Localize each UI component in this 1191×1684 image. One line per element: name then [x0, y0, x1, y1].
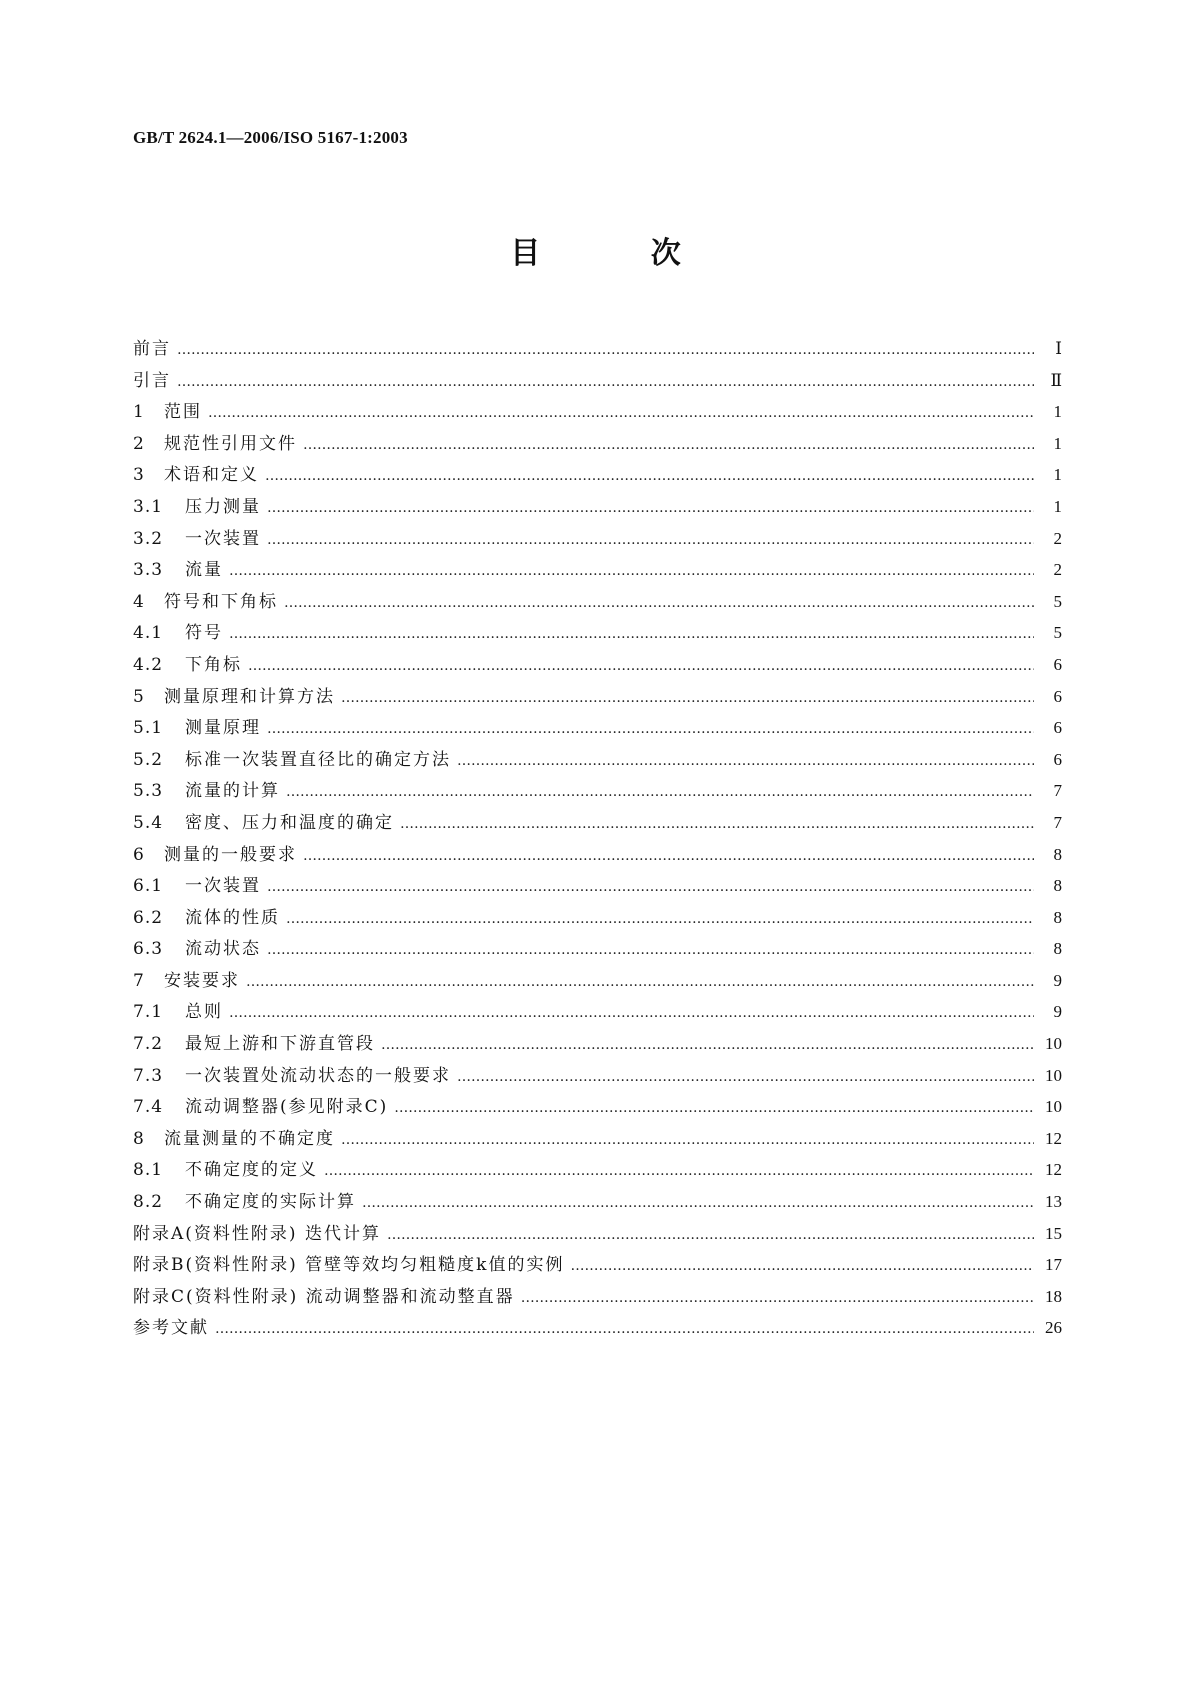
toc-entry-page: 8 [1053, 939, 1062, 959]
toc-dot-leader [229, 556, 1034, 588]
toc-entry[interactable] [133, 1154, 1062, 1186]
toc-entry-label: 附录A(资料性附录) 迭代计算 [133, 1223, 381, 1244]
toc-entry-number: 8.2 [133, 1192, 164, 1213]
toc-dot-leader [400, 809, 1034, 841]
toc-entry-number: 7.3 [133, 1065, 164, 1086]
toc-entry-number: 3.2 [133, 528, 164, 549]
toc-dot-leader [267, 872, 1034, 904]
toc-dot-leader [286, 904, 1034, 936]
toc-entry-page: 9 [1053, 970, 1062, 990]
toc-entry-number: 5 [133, 686, 145, 707]
toc-entry[interactable] [133, 1091, 1062, 1123]
toc-entry-number: 3 [133, 465, 145, 486]
toc-dot-leader [303, 430, 1034, 462]
toc-entry-page: 26 [1045, 1318, 1062, 1338]
toc-entry[interactable] [133, 1060, 1062, 1092]
toc-entry[interactable] [133, 870, 1062, 902]
toc-title: 目 次 [510, 236, 731, 271]
toc-dot-leader [457, 1062, 1034, 1094]
toc-entry-number: 4.2 [133, 654, 164, 675]
toc-dot-leader [303, 841, 1034, 873]
toc-entry-number: 6.1 [133, 876, 164, 897]
toc-list [133, 333, 1062, 1344]
toc-dot-leader [284, 588, 1034, 620]
toc-entry-number: 3.3 [133, 560, 164, 581]
toc-entry-page: 12 [1045, 1160, 1062, 1180]
toc-entry-page: 10 [1045, 1097, 1062, 1117]
toc-entry-label: 不确定度的定义 [185, 1160, 318, 1181]
toc-dot-leader [341, 683, 1034, 715]
toc-dot-leader [362, 1188, 1034, 1220]
toc-dot-leader [267, 493, 1034, 525]
toc-dot-leader [324, 1156, 1034, 1188]
toc-entry-label: 测量原理 [185, 718, 261, 739]
toc-entry-label: 压力测量 [185, 496, 261, 517]
toc-entry-label: 符号 [185, 623, 223, 644]
toc-entry-label: 一次装置处流动状态的一般要求 [185, 1065, 451, 1086]
toc-dot-leader [521, 1283, 1034, 1315]
toc-entry-number: 2 [133, 433, 145, 454]
toc-entry-label: 流体的性质 [185, 907, 280, 928]
toc-entry-label: 一次装置 [185, 528, 261, 549]
toc-entry-label: 最短上游和下游直管段 [185, 1034, 375, 1055]
toc-entry[interactable] [133, 965, 1062, 997]
toc-entry-number: 7 [133, 970, 145, 991]
toc-entry-label: 参考文献 [133, 1318, 209, 1339]
toc-entry-page: 10 [1045, 1034, 1062, 1054]
toc-dot-leader [246, 967, 1034, 999]
toc-dot-leader [267, 525, 1034, 557]
toc-entry-page: 7 [1053, 812, 1062, 832]
toc-entry-label: 流量 [185, 560, 223, 581]
toc-entry-number: 6.3 [133, 939, 164, 960]
toc-entry-number: 6.2 [133, 907, 164, 928]
toc-entry-number: 5.1 [133, 718, 164, 739]
toc-dot-leader [215, 1314, 1034, 1346]
toc-entry-label: 测量的一般要求 [164, 844, 297, 865]
toc-entry-page: 6 [1053, 749, 1062, 769]
toc-entry[interactable] [133, 617, 1062, 649]
toc-entry-number: 4 [133, 591, 145, 612]
toc-entry-label: 前言 [133, 339, 171, 359]
toc-entry-page: 8 [1053, 876, 1062, 896]
toc-entry-page: 5 [1053, 623, 1062, 643]
toc-entry[interactable] [133, 396, 1062, 428]
toc-entry-label: 一次装置 [185, 876, 261, 897]
toc-entry[interactable] [133, 775, 1062, 807]
toc-entry[interactable] [133, 744, 1062, 776]
toc-dot-leader [286, 777, 1034, 809]
toc-entry-page: 6 [1053, 686, 1062, 706]
toc-entry[interactable] [133, 1123, 1062, 1155]
toc-dot-leader [267, 714, 1034, 746]
toc-entry[interactable] [133, 649, 1062, 681]
toc-entry[interactable] [133, 996, 1062, 1028]
toc-entry[interactable] [133, 807, 1062, 839]
toc-entry[interactable] [133, 491, 1062, 523]
toc-entry-number: 3.1 [133, 496, 164, 517]
toc-entry[interactable] [133, 839, 1062, 871]
toc-dot-leader [177, 335, 1034, 367]
toc-dot-leader [381, 1030, 1034, 1062]
toc-entry-label: 密度、压力和温度的确定 [185, 812, 394, 833]
toc-entry-page: 18 [1045, 1286, 1062, 1306]
toc-entry-page: 1 [1053, 496, 1062, 516]
toc-entry[interactable] [133, 523, 1062, 555]
toc-entry-label: 下角标 [185, 654, 242, 675]
toc-entry[interactable] [133, 554, 1062, 586]
toc-dot-leader [457, 746, 1034, 778]
toc-entry[interactable] [133, 1028, 1062, 1060]
toc-entry-number: 5.4 [133, 812, 164, 833]
toc-entry-page: 7 [1053, 781, 1062, 801]
toc-entry-number: 4.1 [133, 623, 164, 644]
toc-entry-label: 引言 [133, 370, 171, 391]
toc-entry-page: 8 [1053, 907, 1062, 927]
toc-entry-label: 安装要求 [164, 970, 240, 991]
toc-dot-leader [229, 619, 1034, 651]
toc-entry-page: 1 [1053, 402, 1062, 422]
toc-entry-number: 8.1 [133, 1160, 164, 1181]
toc-entry-page: 2 [1053, 528, 1062, 548]
toc-entry-page: 10 [1045, 1065, 1062, 1085]
toc-entry-label: 流量测量的不确定度 [164, 1128, 335, 1149]
toc-entry[interactable] [133, 586, 1062, 618]
toc-entry-page: 1 [1053, 465, 1062, 485]
toc-entry-page: 2 [1053, 560, 1062, 580]
toc-entry[interactable] [133, 428, 1062, 460]
toc-entry-page: 12 [1045, 1128, 1062, 1148]
toc-entry[interactable] [133, 681, 1062, 713]
toc-entry[interactable] [133, 1312, 1062, 1344]
toc-entry[interactable] [133, 902, 1062, 934]
toc-entry[interactable] [133, 1186, 1062, 1218]
toc-entry-label: 不确定度的实际计算 [185, 1192, 356, 1213]
toc-entry-label: 附录B(资料性附录) 管壁等效均匀粗糙度k值的实例 [133, 1255, 565, 1276]
toc-entry-number: 8 [133, 1128, 145, 1149]
toc-entry-number: 1 [133, 402, 145, 423]
toc-dot-leader [265, 461, 1034, 493]
toc-entry-page: 5 [1053, 591, 1062, 611]
toc-entry-label: 术语和定义 [164, 465, 259, 486]
toc-entry-page: 8 [1053, 844, 1062, 864]
toc-entry-number: 7.4 [133, 1097, 164, 1118]
toc-dot-leader [341, 1125, 1034, 1157]
toc-entry[interactable] [133, 1218, 1062, 1250]
toc-entry-number: 5.3 [133, 781, 164, 802]
toc-entry[interactable] [133, 712, 1062, 744]
toc-entry-label: 附录C(资料性附录) 流动调整器和流动整直器 [133, 1286, 515, 1307]
toc-dot-leader [229, 998, 1034, 1030]
toc-entry-page: 6 [1053, 654, 1062, 674]
toc-dot-leader [394, 1093, 1034, 1125]
toc-entry-number: 6 [133, 844, 145, 865]
toc-entry-page: 15 [1045, 1223, 1062, 1243]
toc-entry-label: 标准一次装置直径比的确定方法 [185, 749, 451, 770]
toc-entry[interactable] [133, 1249, 1062, 1281]
toc-entry-page: 17 [1045, 1255, 1062, 1275]
toc-entry-number: 5.2 [133, 749, 164, 770]
toc-entry-label: 流动调整器(参见附录C) [185, 1097, 389, 1118]
toc-entry-page: 9 [1053, 1002, 1062, 1022]
toc-entry-page: 6 [1053, 718, 1062, 738]
toc-entry[interactable] [133, 459, 1062, 491]
standard-code-header: GB/T 2624.1—2006/ISO 5167-1:2003 [133, 128, 408, 147]
toc-entry-label: 测量原理和计算方法 [164, 686, 335, 707]
toc-entry-label: 符号和下角标 [164, 591, 278, 612]
toc-entry-page: Ⅱ [1050, 370, 1062, 390]
toc-dot-leader [248, 651, 1034, 683]
toc-dot-leader [387, 1220, 1034, 1252]
toc-entry[interactable] [133, 333, 1062, 365]
toc-entry-number: 7.2 [133, 1034, 164, 1055]
toc-entry-label: 规范性引用文件 [164, 433, 297, 454]
toc-entry-label: 流动状态 [185, 939, 261, 960]
toc-entry-page: 1 [1053, 433, 1062, 453]
toc-entry-label: 总则 [185, 1002, 223, 1023]
toc-dot-leader [208, 398, 1034, 430]
toc-dot-leader [267, 935, 1034, 967]
toc-entry[interactable] [133, 933, 1062, 965]
toc-entry-number: 7.1 [133, 1002, 164, 1023]
toc-dot-leader [570, 1251, 1034, 1283]
toc-entry-label: 范围 [164, 402, 202, 423]
toc-entry-page: Ⅰ [1055, 339, 1062, 358]
toc-entry[interactable] [133, 365, 1062, 397]
toc-entry[interactable] [133, 1281, 1062, 1313]
toc-entry-label: 流量的计算 [185, 781, 280, 802]
toc-entry-page: 13 [1045, 1192, 1062, 1212]
toc-dot-leader [177, 367, 1034, 399]
